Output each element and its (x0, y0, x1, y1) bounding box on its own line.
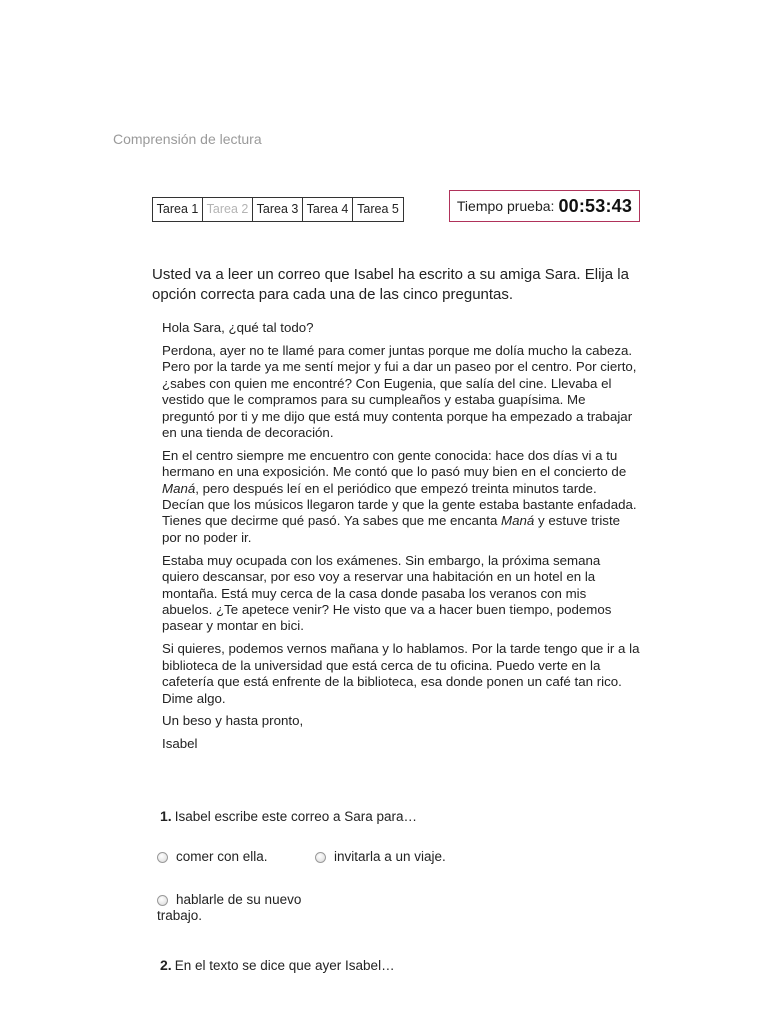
tab-tarea-2[interactable]: Tarea 2 (203, 198, 253, 221)
question-text: En el texto se dice que ayer Isabel… (174, 958, 395, 973)
question-1-option-c[interactable] (157, 892, 332, 924)
letter-signature: Isabel (162, 736, 198, 752)
radio-button[interactable] (157, 852, 168, 863)
band-name: Maná (501, 513, 535, 529)
letter-paragraph-2-part-b: , pero después leí en el periódico que empezó treinta minutos tarde. Decían que los músicos llegaron tarde y que la gente estaba bastante enfadada. Tienes que decirme qué pasó. Ya sabes que me encanta (162, 480, 637, 529)
question-number: 1. (160, 808, 172, 824)
tab-tarea-3[interactable]: Tarea 3 (253, 198, 303, 221)
tab-tarea-5[interactable]: Tarea 5 (357, 202, 399, 216)
radio-button[interactable] (315, 852, 326, 863)
section-title: Comprensión de lectura (113, 131, 262, 147)
question-2 (160, 957, 395, 973)
letter-greeting: Hola Sara, ¿qué tal todo? (162, 320, 314, 335)
email-text (162, 320, 640, 759)
radio-button[interactable] (157, 895, 168, 906)
task-tabs (152, 197, 404, 222)
question-1 (160, 808, 417, 824)
test-timer (449, 190, 640, 222)
tab-tarea-1[interactable]: Tarea 1 (153, 198, 203, 221)
letter-paragraph-2 (162, 448, 640, 546)
band-name: Maná (162, 480, 196, 496)
task-instructions: Usted va a leer un correo que Isabel ha escrito a su amiga Sara. Elija la opción correcta para cada una de las cinco preguntas. (152, 266, 629, 303)
option-label: invitarla a un viaje. (334, 849, 446, 864)
question-1-option-a[interactable] (157, 849, 268, 865)
letter-paragraph-4: Si quieres, podemos vernos mañana y lo hablamos. Por la tarde tengo que ir a la biblioteca de la universidad que está cerca de tu oficina. Puedo verte en la cafetería que está enfrente de la biblioteca, esa donde ponen un café tan rico. Dime algo. (162, 641, 640, 706)
option-label: hablarle de su nuevo trabajo. (157, 892, 302, 923)
letter-paragraph-2-part-a: En el centro siempre me encuentro con gente conocida: hace dos días vi a tu hermano en una exposición. Me contó que lo pasó muy bien en el concierto de (162, 447, 627, 480)
letter-paragraph-1: Perdona, ayer no te llamé para comer juntas porque me dolía mucho la cabeza. Pero por la tarde ya me sentí mejor y fui a dar un paseo por el centro. Por cierto, ¿sabes con quien me encontré? Con Eugenia, que salía del cine. Llevaba el vestido que le compramos para su cumpleaños y estaba guapísima. Me preguntó por ti y me dijo que está muy contenta porque ha empezado a trabajar en una tienda de decoración. (162, 342, 637, 440)
tab-tarea-4[interactable]: Tarea 4 (303, 198, 353, 221)
question-1-option-b[interactable] (315, 849, 446, 865)
letter-paragraph-2-part-c: y estuve triste por no poder ir. (162, 513, 621, 545)
option-label: comer con ella. (176, 849, 268, 864)
timer-value: 00:53:43 (558, 195, 633, 216)
question-text: Isabel escribe este correo a Sara para… (174, 809, 418, 824)
letter-closing: Un beso y hasta pronto, (162, 713, 304, 729)
question-number: 2. (160, 957, 172, 973)
letter-paragraph-3: Estaba muy ocupada con los exámenes. Sin embargo, la próxima semana quiero descansar, por eso voy a reservar una habitación en un hotel en la montaña. Está muy cerca de la casa donde pasaba los veranos con mis abuelos. ¿Te apetece venir? He visto que va a hacer buen tiempo, podemos pasear y montar en bici. (162, 552, 612, 634)
timer-label: Tiempo prueba: (456, 198, 555, 214)
